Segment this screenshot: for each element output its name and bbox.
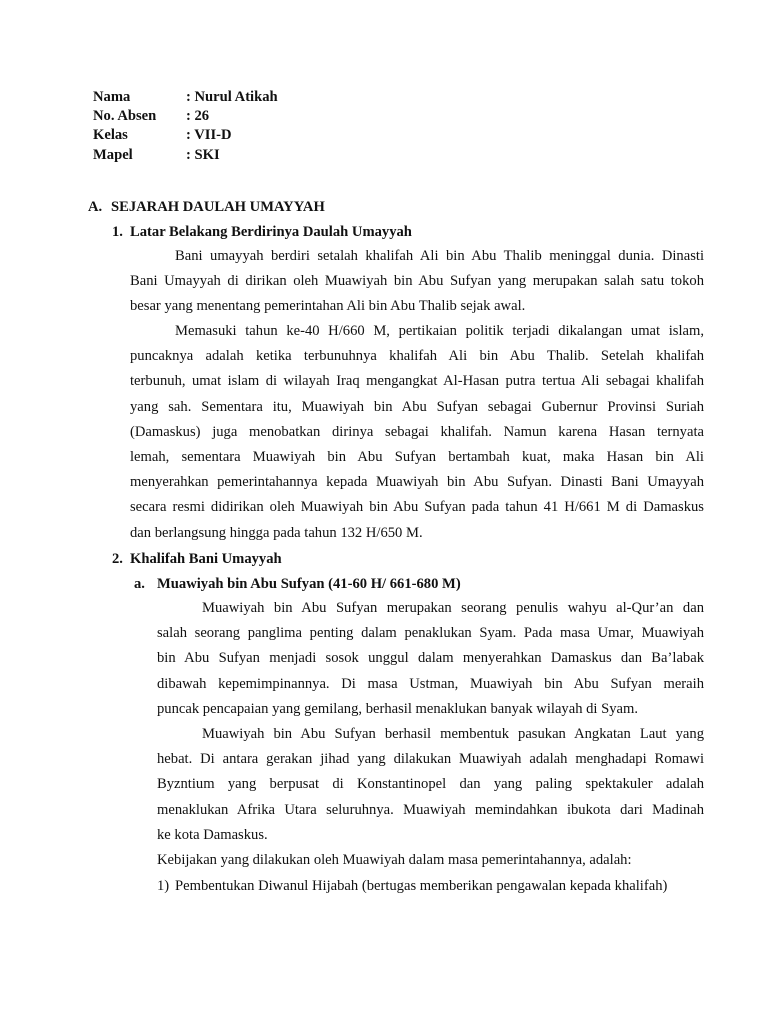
paragraph-line: Bani Umayyah di dirikan oleh Muawiyah bin Abu Sufyan yang merupakan salah satu tokoh	[130, 273, 704, 290]
policy-item-marker: 1)	[157, 878, 170, 894]
identity-label-absen: No. Absen	[93, 108, 157, 124]
sub1-marker: 1.	[112, 224, 123, 240]
paragraph-line: Bani umayyah berdiri setalah khalifah Ali bin Abu Thalib meninggal dunia. Dinasti	[175, 248, 704, 264]
sub2-title: Khalifah Bani Umayyah	[130, 551, 282, 567]
paragraph-line: puncaknya adalah ketika terbunuhnya khalifah Ali bin Abu Thalib. Setelah khalifah	[130, 348, 704, 365]
paragraph-line: menaklukan Afrika Utara seluruhnya. Muawiyah memindahkan ibukota dari Madinah	[157, 801, 704, 818]
identity-value-nama: : Nurul Atikah	[186, 89, 278, 105]
paragraph-line: menyerahkan pemerintahannya kepada Muawiyah bin Abu Sufyan. Dinasti Bani Umayyah	[130, 474, 704, 491]
identity-value-mapel: : SKI	[186, 147, 220, 163]
sub2a-paragraph-1	[157, 596, 704, 722]
policy-intro: Kebijakan yang dilakukan oleh Muawiyah dalam masa pemerintahannya, adalah:	[157, 852, 632, 868]
identity-label-kelas: Kelas	[93, 127, 128, 143]
identity-value-kelas: : VII-D	[186, 127, 232, 143]
policy-item-text: Pembentukan Diwanul Hijabah (bertugas memberikan pengawalan kepada khalifah)	[175, 878, 668, 894]
paragraph-line: Memasuki tahun ke-40 H/660 M, pertikaian politik terjadi dikalangan umat islam,	[175, 323, 704, 339]
sub1-paragraph-2	[130, 319, 704, 546]
identity-label-nama: Nama	[93, 89, 131, 105]
section-a-title: SEJARAH DAULAH UMAYYAH	[111, 199, 325, 215]
sub1-paragraph-1	[130, 244, 704, 320]
sub2a-paragraph-2	[157, 722, 704, 848]
sub1-title: Latar Belakang Berdirinya Daulah Umayyah	[130, 224, 412, 240]
paragraph-line: secara resmi didirikan oleh Muawiyah bin Abu Sufyan pada tahun 41 H/661 M di Damaskus	[130, 499, 704, 516]
section-a-marker: A.	[88, 199, 103, 215]
paragraph-line: terbunuh, umat islam di wilayah Iraq mengangkat Al-Hasan putra tertua Ali sebagai khalifah	[130, 373, 704, 390]
paragraph-line: hebat. Di antara gerakan jihad yang dilakukan Muawiyah adalah menghadapi Romawi	[157, 751, 704, 768]
paragraph-line: Muawiyah bin Abu Sufyan merupakan seorang penulis wahyu al-Qur’an dan	[202, 600, 704, 616]
paragraph-line: dan berlangsung hingga pada tahun 132 H/650 M.	[130, 524, 423, 541]
identity-label-mapel: Mapel	[93, 147, 133, 163]
sub2a-title: Muawiyah bin Abu Sufyan (41-60 H/ 661-680 M)	[157, 576, 461, 592]
paragraph-line: Muawiyah bin Abu Sufyan berhasil membentuk pasukan Angkatan Laut yang	[202, 726, 704, 742]
paragraph-line: ke kota Damaskus.	[157, 826, 268, 843]
paragraph-line: Byzntium yang berpusat di Konstantinopel dan yang paling spektakuler adalah	[157, 776, 704, 793]
paragraph-line: lemah, sementara Muawiyah bin Abu Sufyan bertambah kuat, maka Hasan bin Ali	[130, 448, 704, 465]
sub2-marker: 2.	[112, 551, 123, 567]
identity-value-absen: : 26	[186, 108, 210, 124]
paragraph-line: dibawah kepemimpinannya. Di masa Ustman, Muawiyah bin Abu Sufyan meraih	[157, 675, 704, 692]
paragraph-line: puncak pencapaian yang gemilang, berhasil menaklukan banyak wilayah di Syam.	[157, 700, 639, 717]
paragraph-line: salah seorang panglima penting dalam penaklukan Syam. Pada masa Umar, Muawiyah	[157, 625, 704, 642]
paragraph-line: bin Abu Sufyan menjadi sosok unggul dalam menyerahkan Damaskus dan Ba’labak	[157, 650, 704, 667]
paragraph-line: yang sah. Sementara itu, Muawiyah bin Abu Sufyan sebagai Gubernur Provinsi Suriah	[130, 398, 704, 415]
paragraph-line: (Damaskus) juga menobatkan dirinya sebagai khalifah. Namun karena Hasan ternyata	[130, 423, 704, 440]
sub2a-marker: a.	[134, 576, 145, 592]
paragraph-line: besar yang menentang pemerintahan Ali bin Abu Thalib sejak awal.	[130, 298, 526, 315]
